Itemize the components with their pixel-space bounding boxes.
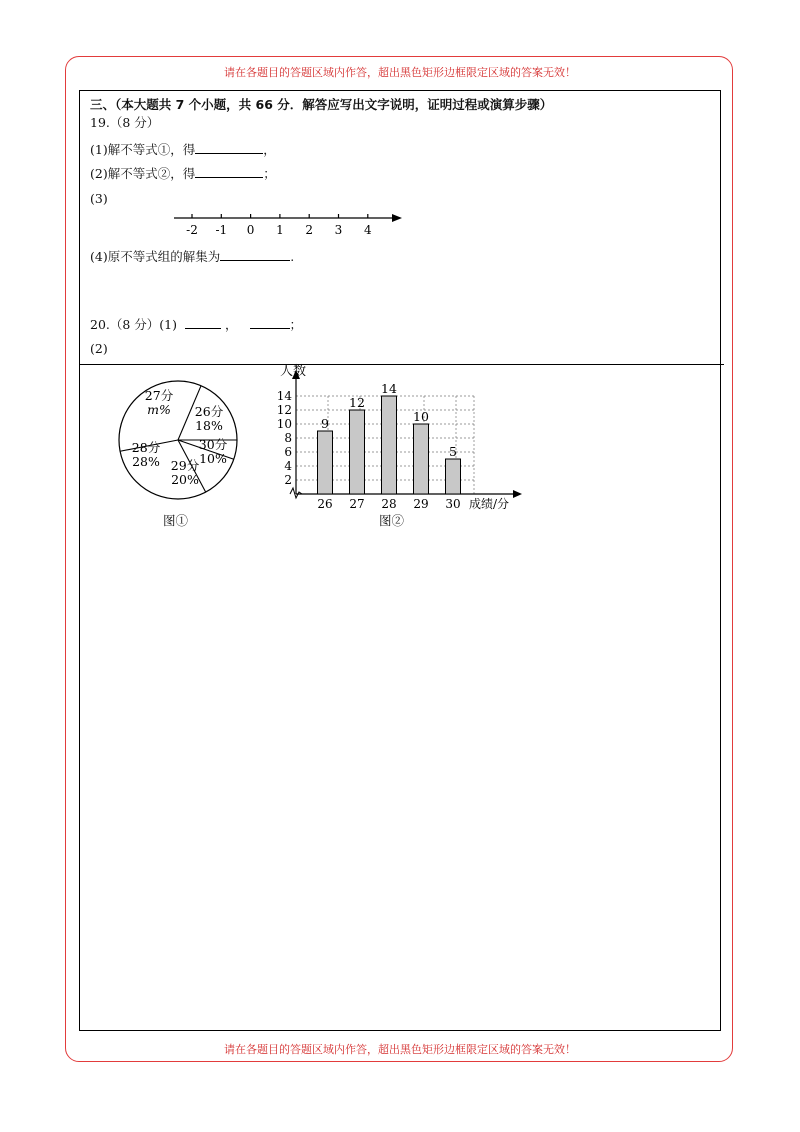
bar-chart-ytick-label: 14	[276, 389, 292, 403]
pie-slice-percent-label: 18%	[195, 418, 223, 433]
q19-part4-text: (4)原不等式组的解集为	[90, 249, 221, 264]
number-line-tick-label: 3	[334, 223, 343, 237]
pie-slice-score-label: 26分	[194, 404, 224, 419]
q19-part2-blank[interactable]	[195, 165, 263, 178]
q19-part4	[90, 248, 294, 265]
q19-part2-end: ；	[263, 166, 276, 181]
section-heading: 三、（本大题共 7 个小题，共 66 分．解答应写出文字说明，证明过程或演算步骤）	[90, 97, 553, 112]
pie-slice-percent-label: 10%	[199, 451, 227, 466]
bar-chart-bar	[382, 396, 397, 494]
number-line-tick-label: -1	[215, 223, 228, 237]
bar-chart-xtick-label: 28	[381, 497, 397, 511]
figure1-caption: 图①	[163, 513, 189, 528]
figure2-caption: 图②	[379, 513, 405, 528]
bar-chart-ytick-label: 10	[276, 417, 292, 431]
q19-part3-label: (3)	[90, 191, 108, 206]
q19-part2-text: (2)解不等式②，得	[90, 166, 196, 181]
q19-part4-end: .	[290, 249, 295, 264]
bar-chart-xtick-label: 27	[349, 497, 365, 511]
bar-chart-xlabel: 成绩/分	[469, 497, 510, 511]
number-line-tick-label: 1	[276, 223, 284, 237]
bar-chart-bar	[414, 424, 429, 494]
bar-chart-xtick-label: 30	[445, 497, 461, 511]
pie-slice-score-label: 27分	[144, 388, 174, 403]
bar-chart-ytick-label: 12	[276, 403, 292, 417]
bar-chart-value-label: 9	[321, 416, 329, 431]
bottom-notice: 请在各题目的答题区域内作答，超出黑色矩形边框限定区域的答案无效！	[224, 1043, 576, 1056]
bar-chart-ytick-label: 6	[284, 445, 292, 459]
pie-slice-score-label: 30分	[198, 437, 228, 452]
bar-chart-value-label: 14	[381, 381, 397, 396]
pie-slice-percent-label: 28%	[132, 454, 160, 469]
q20-blank-1[interactable]	[185, 316, 221, 329]
figure1-pie-chart	[115, 378, 245, 508]
bar-chart-ytick-label: 2	[284, 473, 292, 487]
pie-slice-score-label: 29分	[170, 458, 200, 473]
pie-slice-percent-label: 20%	[171, 472, 199, 487]
q19-part2	[90, 165, 276, 182]
q20-label: 20.（8 分）(1)	[90, 317, 178, 332]
bar-chart-value-label: 5	[449, 444, 457, 459]
q20-part1	[90, 316, 302, 333]
q19-part1	[90, 141, 276, 158]
q20-part2-label: (2)	[90, 341, 108, 356]
bar-chart-value-label: 10	[413, 409, 429, 424]
bar-chart-bar	[446, 459, 461, 494]
bar-chart-xtick-label: 29	[413, 497, 429, 511]
number-line-tick-label: -2	[186, 223, 198, 237]
q19-part4-blank[interactable]	[220, 248, 290, 261]
q20-end: ；	[289, 317, 303, 332]
bar-chart-xtick-label: 26	[317, 497, 333, 511]
x-axis-arrow-icon	[513, 490, 522, 498]
q19-label: 19.（8 分）	[90, 115, 160, 130]
number-line-tick-label: 4	[363, 223, 372, 237]
pie-slice-score-label: 28分	[131, 440, 161, 455]
number-line-arrow-icon	[392, 214, 402, 222]
bar-chart-bar	[318, 431, 333, 494]
q20-sep: ，	[225, 317, 238, 332]
q19-part1-end: ，	[263, 142, 276, 157]
q19-part1-text: (1)解不等式①，得	[90, 142, 196, 157]
bar-chart-bar	[350, 410, 365, 494]
q20-blank-2[interactable]	[250, 316, 290, 329]
bar-chart-value-label: 12	[349, 395, 365, 410]
bar-chart-ytick-label: 8	[284, 431, 292, 445]
pie-slice-percent-label: m%	[147, 402, 171, 417]
number-line	[170, 208, 410, 240]
bar-chart-ytick-label: 4	[284, 459, 292, 473]
q19-part1-blank[interactable]	[195, 141, 263, 154]
bar-chart-ylabel: 人数	[280, 364, 307, 379]
number-line-tick-label: 2	[305, 223, 314, 237]
figure2-bar-chart	[266, 362, 526, 514]
top-notice: 请在各题目的答题区域内作答，超出黑色矩形边框限定区域的答案无效！	[224, 66, 576, 79]
number-line-tick-label: 0	[246, 223, 255, 237]
